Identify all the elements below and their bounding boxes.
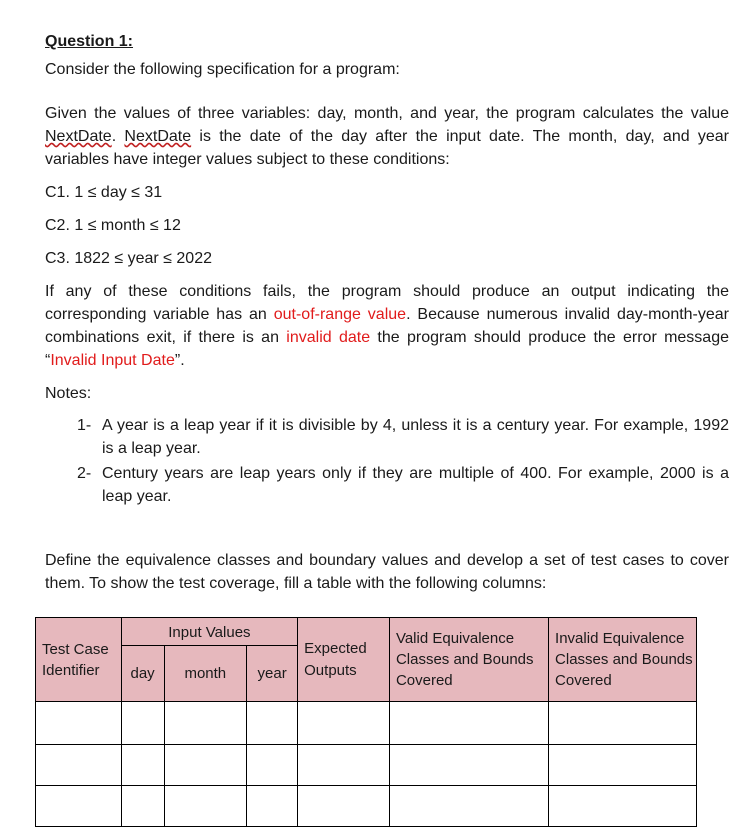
nextdate-term: NextDate [124, 128, 192, 145]
table-cell[interactable] [389, 702, 548, 745]
header-input-values: Input Values [121, 618, 297, 646]
note-text: A year is a leap year if it is divisible by 4, unless it is a century year. For example, 1992 is a leap year. [102, 417, 729, 457]
header-invalid-classes: Invalid Equivalence Classes and Bounds Covered [549, 618, 697, 702]
table-cell[interactable] [36, 702, 122, 745]
table-cell[interactable] [298, 786, 390, 827]
header-month: month [164, 646, 247, 702]
table-cell[interactable] [549, 786, 697, 827]
failure-paragraph [45, 280, 729, 372]
failure-text-d: ”. [174, 352, 185, 369]
notes-list [45, 414, 729, 508]
condition-c1: C1. 1 ≤ day ≤ 31 [45, 184, 163, 201]
table-cell[interactable] [121, 786, 164, 827]
table-cell[interactable] [389, 786, 548, 827]
test-case-table [35, 617, 697, 827]
question-intro: Consider the following specification for a program: [45, 61, 400, 78]
table-row [36, 786, 697, 827]
table-cell[interactable] [549, 745, 697, 786]
table-cell[interactable] [164, 786, 247, 827]
invalid-date-term: invalid date [286, 329, 371, 346]
table-cell[interactable] [247, 745, 298, 786]
table-cell[interactable] [164, 745, 247, 786]
note-number: 2- [77, 465, 92, 482]
header-valid-classes: Valid Equivalence Classes and Bounds Covered [389, 618, 548, 702]
table-cell[interactable] [298, 702, 390, 745]
spec-text-a: Given the values of three variables: day, month, and year, the program calculates the value [45, 105, 729, 122]
failure-text-a: If any of these conditions fails, the program should produce an output indicating the corresponding variable has an [45, 283, 729, 323]
header-day: day [121, 646, 164, 702]
table-cell[interactable] [121, 745, 164, 786]
table-cell[interactable] [298, 745, 390, 786]
out-of-range-term: out-of-range value [273, 306, 407, 323]
nextdate-term: NextDate [45, 128, 112, 145]
table-cell[interactable] [36, 745, 122, 786]
header-expected-outputs: Expected Outputs [298, 618, 390, 702]
table-cell[interactable] [247, 702, 298, 745]
error-message-term: Invalid Input Date [50, 352, 175, 369]
table-cell[interactable] [247, 786, 298, 827]
task-paragraph: Define the equivalence classes and boundary values and develop a set of test cases to cover them. To show the test coverage, fill a table with the following columns: [45, 552, 729, 592]
header-year: year [247, 646, 298, 702]
failure-text-c: the program should produce the error message “ [45, 329, 730, 369]
condition-c2: C2. 1 ≤ month ≤ 12 [45, 217, 181, 234]
table-row [36, 702, 697, 745]
failure-text-b: . Because numerous invalid day-month-year combinations exit, if there is an [45, 306, 730, 346]
question-title: Question 1: [45, 33, 134, 50]
note-text: Century years are leap years only if they are multiple of 400. For example, 2000 is a leap year. [102, 465, 729, 505]
header-test-case-identifier: Test Case Identifier [36, 618, 122, 702]
spec-text-b: . [111, 128, 125, 145]
condition-c3: C3. 1822 ≤ year ≤ 2022 [45, 250, 212, 267]
note-number: 1- [77, 417, 92, 434]
table-cell[interactable] [36, 786, 122, 827]
spec-paragraph [45, 102, 729, 171]
document-page [45, 30, 729, 595]
table-cell[interactable] [389, 745, 548, 786]
note-item [45, 462, 729, 508]
notes-heading: Notes: [45, 385, 92, 402]
note-item [45, 414, 729, 460]
table-cell[interactable] [164, 702, 247, 745]
table-cell[interactable] [549, 702, 697, 745]
table-cell[interactable] [121, 702, 164, 745]
table-row [36, 745, 697, 786]
spec-text-c: is the date of the day after the input date. The month, day, and year variables have integer values subject to these conditions: [45, 128, 730, 168]
